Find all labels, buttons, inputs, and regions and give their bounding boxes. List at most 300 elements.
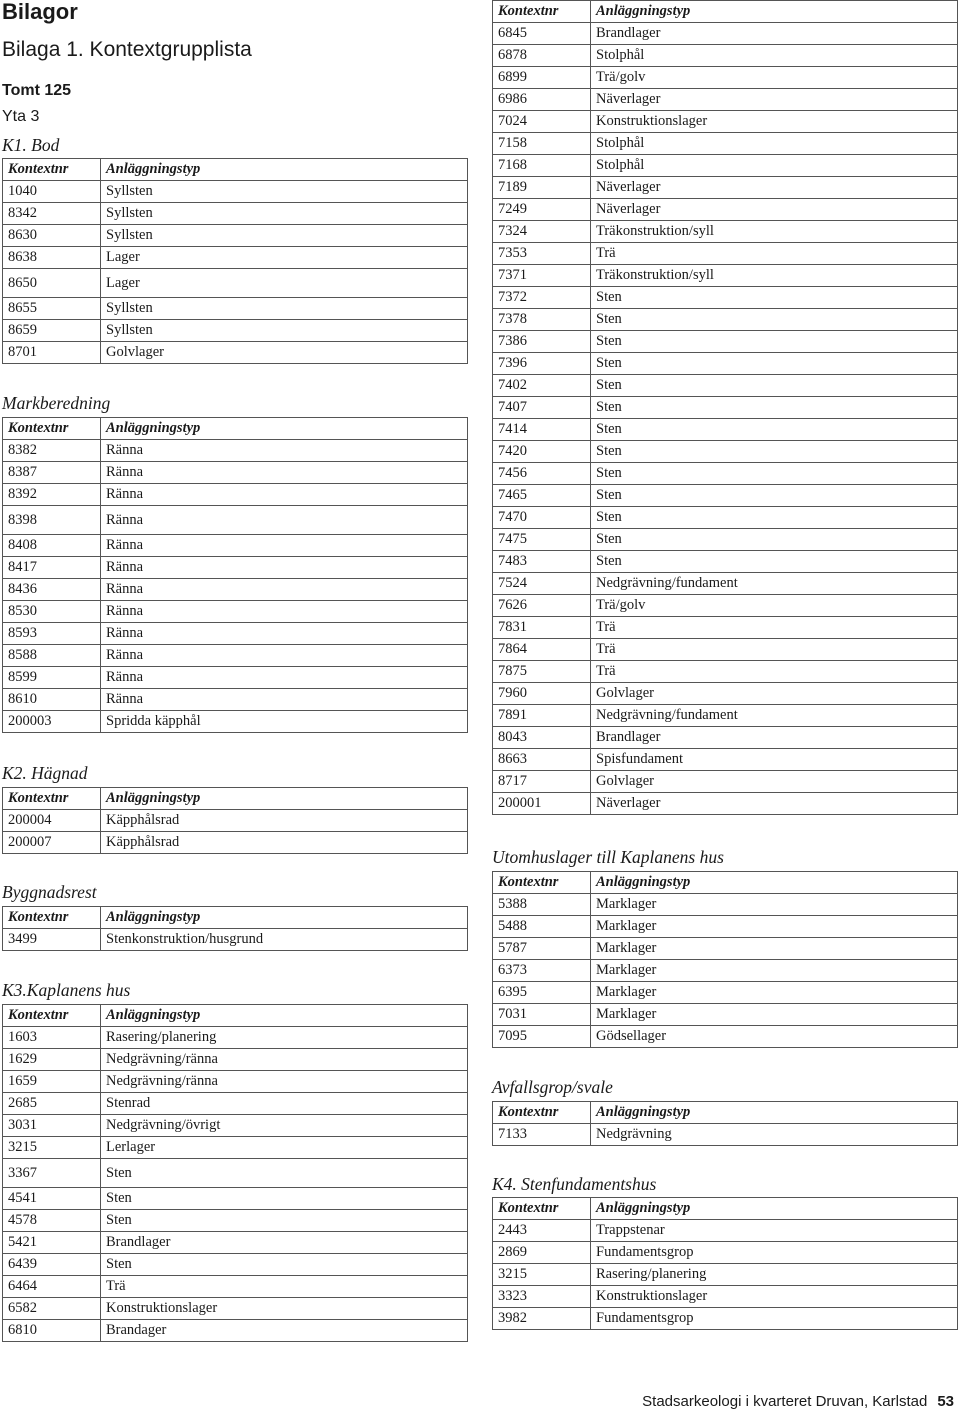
cell-anlaggningstyp: Stolphål <box>591 45 958 67</box>
cell-kontextnr: 8599 <box>3 667 101 689</box>
cell-kontextnr: 7324 <box>493 221 591 243</box>
cell-kontextnr: 8043 <box>493 727 591 749</box>
table-row <box>493 133 958 155</box>
cell-kontextnr: 7249 <box>493 199 591 221</box>
table-row <box>3 1188 468 1210</box>
cell-kontextnr: 200003 <box>3 711 101 733</box>
cell-kontextnr: 6395 <box>493 982 591 1004</box>
cell-kontextnr: 7372 <box>493 287 591 309</box>
table-row <box>493 463 958 485</box>
cell-anlaggningstyp: Marklager <box>591 982 958 1004</box>
table-markberedning <box>2 417 468 733</box>
table-row <box>493 1004 958 1026</box>
table-row <box>493 573 958 595</box>
cell-kontextnr: 6810 <box>3 1320 101 1342</box>
page-number: 53 <box>937 1393 954 1410</box>
cell-anlaggningstyp: Nedgrävning <box>591 1124 958 1146</box>
cell-kontextnr: 7960 <box>493 683 591 705</box>
column-header-kontextnr: Kontextnr <box>493 1198 591 1220</box>
page-footer <box>642 1392 954 1412</box>
table-row <box>3 1254 468 1276</box>
cell-anlaggningstyp: Brandlager <box>591 727 958 749</box>
table-row <box>3 506 468 535</box>
table-row <box>493 727 958 749</box>
cell-kontextnr: 200001 <box>493 793 591 815</box>
cell-anlaggningstyp: Ränna <box>101 667 468 689</box>
cell-kontextnr: 7168 <box>493 155 591 177</box>
cell-kontextnr: 7189 <box>493 177 591 199</box>
cell-kontextnr: 200007 <box>3 832 101 854</box>
column-header-kontextnr: Kontextnr <box>493 872 591 894</box>
cell-anlaggningstyp: Brandager <box>101 1320 468 1342</box>
cell-kontextnr: 4541 <box>3 1188 101 1210</box>
table-row <box>3 645 468 667</box>
column-header-kontextnr: Kontextnr <box>3 159 101 181</box>
table-row <box>493 705 958 727</box>
table-k1 <box>2 158 468 364</box>
column-header-anlaggningstyp: Anläggningstyp <box>591 1 958 23</box>
table-row <box>493 441 958 463</box>
cell-kontextnr: 7133 <box>493 1124 591 1146</box>
cell-anlaggningstyp: Lager <box>101 247 468 269</box>
column-header-anlaggningstyp: Anläggningstyp <box>101 159 468 181</box>
cell-kontextnr: 3031 <box>3 1115 101 1137</box>
cell-kontextnr: 6464 <box>3 1276 101 1298</box>
cell-anlaggningstyp: Näverlager <box>591 793 958 815</box>
cell-anlaggningstyp: Lerlager <box>101 1137 468 1159</box>
cell-anlaggningstyp: Ränna <box>101 623 468 645</box>
cell-anlaggningstyp: Trä <box>591 617 958 639</box>
cell-kontextnr: 7386 <box>493 331 591 353</box>
cell-kontextnr: 7875 <box>493 661 591 683</box>
cell-anlaggningstyp: Trä <box>591 639 958 661</box>
cell-kontextnr: 3323 <box>493 1286 591 1308</box>
cell-anlaggningstyp: Träkonstruktion/syll <box>591 221 958 243</box>
table-row <box>493 793 958 815</box>
cell-anlaggningstyp: Näverlager <box>591 199 958 221</box>
table-row <box>3 203 468 225</box>
cell-kontextnr: 8630 <box>3 225 101 247</box>
cell-kontextnr: 7031 <box>493 1004 591 1026</box>
cell-anlaggningstyp: Sten <box>591 441 958 463</box>
cell-anlaggningstyp: Näverlager <box>591 89 958 111</box>
cell-anlaggningstyp: Marklager <box>591 938 958 960</box>
table-row <box>3 667 468 689</box>
cell-kontextnr: 4578 <box>3 1210 101 1232</box>
cell-anlaggningstyp: Golvlager <box>591 683 958 705</box>
cell-kontextnr: 8392 <box>3 484 101 506</box>
area-heading: Yta 3 <box>2 108 40 125</box>
appendix-title: Bilaga 1. Kontextgrupplista <box>2 38 252 61</box>
table-row <box>493 1308 958 1330</box>
column-header-anlaggningstyp: Anläggningstyp <box>101 418 468 440</box>
cell-anlaggningstyp: Spisfundament <box>591 749 958 771</box>
cell-kontextnr: 7024 <box>493 111 591 133</box>
cell-kontextnr: 2685 <box>3 1093 101 1115</box>
column-header-kontextnr: Kontextnr <box>3 418 101 440</box>
cell-anlaggningstyp: Ränna <box>101 689 468 711</box>
cell-kontextnr: 6845 <box>493 23 591 45</box>
cell-kontextnr: 7831 <box>493 617 591 639</box>
cell-kontextnr: 8588 <box>3 645 101 667</box>
cell-anlaggningstyp: Sten <box>591 463 958 485</box>
cell-anlaggningstyp: Ränna <box>101 557 468 579</box>
cell-kontextnr: 7864 <box>493 639 591 661</box>
table-header-row <box>493 1102 958 1124</box>
section-title-k2: K2. Hägnad <box>2 763 88 783</box>
cell-anlaggningstyp: Sten <box>591 309 958 331</box>
cell-kontextnr: 6986 <box>493 89 591 111</box>
table-row <box>493 1026 958 1048</box>
cell-anlaggningstyp: Sten <box>101 1210 468 1232</box>
table-row <box>3 181 468 203</box>
table-row <box>493 353 958 375</box>
cell-kontextnr: 7414 <box>493 419 591 441</box>
table-row <box>493 551 958 573</box>
table-row <box>3 225 468 247</box>
table-row <box>493 67 958 89</box>
cell-kontextnr: 5388 <box>493 894 591 916</box>
cell-kontextnr: 7371 <box>493 265 591 287</box>
cell-anlaggningstyp: Trä/golv <box>591 595 958 617</box>
cell-kontextnr: 8717 <box>493 771 591 793</box>
table-row <box>3 929 468 951</box>
cell-anlaggningstyp: Marklager <box>591 960 958 982</box>
table-row <box>3 440 468 462</box>
cell-kontextnr: 7475 <box>493 529 591 551</box>
table-k3-continued <box>492 0 958 815</box>
column-header-anlaggningstyp: Anläggningstyp <box>101 907 468 929</box>
table-row <box>493 331 958 353</box>
cell-anlaggningstyp: Trä <box>101 1276 468 1298</box>
cell-kontextnr: 7470 <box>493 507 591 529</box>
cell-kontextnr: 3367 <box>3 1159 101 1188</box>
cell-anlaggningstyp: Stolphål <box>591 155 958 177</box>
table-row <box>493 111 958 133</box>
table-row <box>3 601 468 623</box>
table-row <box>493 749 958 771</box>
cell-kontextnr: 1629 <box>3 1049 101 1071</box>
cell-kontextnr: 7891 <box>493 705 591 727</box>
cell-anlaggningstyp: Sten <box>101 1254 468 1276</box>
cell-kontextnr: 8382 <box>3 440 101 462</box>
table-row <box>3 1115 468 1137</box>
table-utomhuslager <box>492 871 958 1048</box>
table-row <box>3 1049 468 1071</box>
table-row <box>3 1137 468 1159</box>
table-row <box>493 375 958 397</box>
table-row <box>3 462 468 484</box>
cell-kontextnr: 5787 <box>493 938 591 960</box>
cell-anlaggningstyp: Brandlager <box>591 23 958 45</box>
footer-publication: Stadsarkeologi i kvarteret Druvan, Karlstad <box>642 1393 928 1410</box>
table-header-row <box>493 1198 958 1220</box>
cell-anlaggningstyp: Nedgrävning/fundament <box>591 573 958 595</box>
column-header-anlaggningstyp: Anläggningstyp <box>591 1198 958 1220</box>
table-row <box>493 1264 958 1286</box>
cell-anlaggningstyp: Sten <box>591 353 958 375</box>
table-row <box>3 1298 468 1320</box>
table-row <box>493 155 958 177</box>
table-row <box>3 557 468 579</box>
section-title-k4: K4. Stenfundamentshus <box>492 1174 657 1194</box>
table-header-row <box>3 907 468 929</box>
cell-anlaggningstyp: Trä <box>591 661 958 683</box>
column-header-kontextnr: Kontextnr <box>3 788 101 810</box>
table-row <box>493 595 958 617</box>
cell-anlaggningstyp: Sten <box>591 419 958 441</box>
table-row <box>3 484 468 506</box>
cell-anlaggningstyp: Trä/golv <box>591 67 958 89</box>
cell-kontextnr: 7626 <box>493 595 591 617</box>
cell-kontextnr: 7396 <box>493 353 591 375</box>
cell-anlaggningstyp: Stenkonstruktion/husgrund <box>101 929 468 951</box>
cell-kontextnr: 8436 <box>3 579 101 601</box>
column-header-kontextnr: Kontextnr <box>493 1 591 23</box>
cell-kontextnr: 1603 <box>3 1027 101 1049</box>
cell-kontextnr: 7483 <box>493 551 591 573</box>
cell-kontextnr: 8663 <box>493 749 591 771</box>
cell-kontextnr: 6899 <box>493 67 591 89</box>
cell-anlaggningstyp: Ränna <box>101 645 468 667</box>
cell-anlaggningstyp: Syllsten <box>101 225 468 247</box>
table-row <box>493 982 958 1004</box>
cell-anlaggningstyp: Ränna <box>101 601 468 623</box>
cell-kontextnr: 200004 <box>3 810 101 832</box>
table-header-row <box>3 1005 468 1027</box>
table-header-row <box>493 872 958 894</box>
cell-anlaggningstyp: Konstruktionslager <box>591 1286 958 1308</box>
table-row <box>3 320 468 342</box>
cell-kontextnr: 1659 <box>3 1071 101 1093</box>
cell-anlaggningstyp: Brandlager <box>101 1232 468 1254</box>
table-row <box>493 683 958 705</box>
cell-kontextnr: 7465 <box>493 485 591 507</box>
cell-kontextnr: 7524 <box>493 573 591 595</box>
cell-anlaggningstyp: Sten <box>101 1188 468 1210</box>
cell-anlaggningstyp: Ränna <box>101 579 468 601</box>
table-row <box>3 711 468 733</box>
table-row <box>3 269 468 298</box>
cell-anlaggningstyp: Sten <box>591 375 958 397</box>
table-row <box>493 771 958 793</box>
cell-anlaggningstyp: Nedgrävning/ränna <box>101 1071 468 1093</box>
cell-kontextnr: 1040 <box>3 181 101 203</box>
table-k3 <box>2 1004 468 1342</box>
table-row <box>493 1286 958 1308</box>
cell-kontextnr: 8342 <box>3 203 101 225</box>
table-row <box>493 397 958 419</box>
cell-kontextnr: 3215 <box>493 1264 591 1286</box>
cell-anlaggningstyp: Käpphålsrad <box>101 810 468 832</box>
table-row <box>3 342 468 364</box>
table-row <box>3 1071 468 1093</box>
table-row <box>3 1027 468 1049</box>
cell-anlaggningstyp: Nedgrävning/fundament <box>591 705 958 727</box>
table-row <box>493 287 958 309</box>
cell-anlaggningstyp: Sten <box>591 507 958 529</box>
cell-anlaggningstyp: Golvlager <box>591 771 958 793</box>
table-row <box>493 507 958 529</box>
table-avfallsgrop <box>492 1101 958 1146</box>
cell-anlaggningstyp: Marklager <box>591 916 958 938</box>
cell-anlaggningstyp: Träkonstruktion/syll <box>591 265 958 287</box>
cell-kontextnr: 3982 <box>493 1308 591 1330</box>
cell-anlaggningstyp: Spridda käpphål <box>101 711 468 733</box>
cell-anlaggningstyp: Ränna <box>101 484 468 506</box>
cell-anlaggningstyp: Sten <box>591 331 958 353</box>
cell-kontextnr: 8650 <box>3 269 101 298</box>
cell-kontextnr: 7456 <box>493 463 591 485</box>
cell-anlaggningstyp: Konstruktionslager <box>591 111 958 133</box>
section-title-k1: K1. Bod <box>2 135 60 155</box>
cell-kontextnr: 8659 <box>3 320 101 342</box>
column-header-anlaggningstyp: Anläggningstyp <box>591 872 958 894</box>
column-header-kontextnr: Kontextnr <box>3 907 101 929</box>
section-title-byggnadsrest: Byggnadsrest <box>2 882 97 902</box>
cell-kontextnr: 8593 <box>3 623 101 645</box>
section-title-utomhuslager: Utomhuslager till Kaplanens hus <box>492 847 724 867</box>
table-row <box>3 247 468 269</box>
cell-kontextnr: 8638 <box>3 247 101 269</box>
table-row <box>3 1159 468 1188</box>
table-row <box>3 1276 468 1298</box>
cell-kontextnr: 6373 <box>493 960 591 982</box>
cell-anlaggningstyp: Syllsten <box>101 181 468 203</box>
cell-anlaggningstyp: Sten <box>591 529 958 551</box>
cell-kontextnr: 6878 <box>493 45 591 67</box>
cell-anlaggningstyp: Sten <box>591 551 958 573</box>
cell-anlaggningstyp: Ränna <box>101 462 468 484</box>
table-row <box>493 199 958 221</box>
table-row <box>3 832 468 854</box>
table-header-row <box>3 418 468 440</box>
cell-anlaggningstyp: Lager <box>101 269 468 298</box>
table-row <box>493 265 958 287</box>
column-header-anlaggningstyp: Anläggningstyp <box>101 788 468 810</box>
cell-anlaggningstyp: Trä <box>591 243 958 265</box>
cell-kontextnr: 7402 <box>493 375 591 397</box>
table-row <box>493 1220 958 1242</box>
table-row <box>493 485 958 507</box>
table-header-row <box>493 1 958 23</box>
table-row <box>3 689 468 711</box>
cell-anlaggningstyp: Näverlager <box>591 177 958 199</box>
section-title-k3: K3.Kaplanens hus <box>2 980 131 1000</box>
cell-kontextnr: 7353 <box>493 243 591 265</box>
cell-kontextnr: 5488 <box>493 916 591 938</box>
cell-anlaggningstyp: Ränna <box>101 506 468 535</box>
cell-kontextnr: 6439 <box>3 1254 101 1276</box>
table-byggnadsrest <box>2 906 468 951</box>
column-header-anlaggningstyp: Anläggningstyp <box>591 1102 958 1124</box>
table-row <box>493 309 958 331</box>
cell-anlaggningstyp: Sten <box>591 485 958 507</box>
table-row <box>493 529 958 551</box>
table-row <box>493 221 958 243</box>
cell-kontextnr: 8417 <box>3 557 101 579</box>
cell-anlaggningstyp: Rasering/planering <box>101 1027 468 1049</box>
cell-anlaggningstyp: Nedgrävning/ränna <box>101 1049 468 1071</box>
cell-kontextnr: 6582 <box>3 1298 101 1320</box>
cell-anlaggningstyp: Marklager <box>591 1004 958 1026</box>
table-row <box>493 23 958 45</box>
cell-anlaggningstyp: Nedgrävning/övrigt <box>101 1115 468 1137</box>
cell-anlaggningstyp: Käpphålsrad <box>101 832 468 854</box>
plot-heading: Tomt 125 <box>2 82 72 99</box>
table-row <box>3 1210 468 1232</box>
table-row <box>3 298 468 320</box>
table-row <box>493 1124 958 1146</box>
cell-kontextnr: 8701 <box>3 342 101 364</box>
section-title-markberedning: Markberedning <box>2 393 111 413</box>
cell-kontextnr: 7407 <box>493 397 591 419</box>
column-header-kontextnr: Kontextnr <box>493 1102 591 1124</box>
table-row <box>493 938 958 960</box>
cell-anlaggningstyp: Fundamentsgrop <box>591 1308 958 1330</box>
table-row <box>3 1232 468 1254</box>
cell-anlaggningstyp: Ränna <box>101 535 468 557</box>
table-row <box>3 623 468 645</box>
table-row <box>3 535 468 557</box>
cell-kontextnr: 8655 <box>3 298 101 320</box>
table-row <box>3 1093 468 1115</box>
cell-anlaggningstyp: Gödsellager <box>591 1026 958 1048</box>
cell-kontextnr: 8610 <box>3 689 101 711</box>
page-title: Bilagor <box>2 0 78 24</box>
cell-anlaggningstyp: Sten <box>101 1159 468 1188</box>
table-row <box>3 579 468 601</box>
table-header-row <box>3 159 468 181</box>
cell-kontextnr: 7095 <box>493 1026 591 1048</box>
table-row <box>493 894 958 916</box>
table-row <box>493 89 958 111</box>
cell-kontextnr: 8530 <box>3 601 101 623</box>
cell-anlaggningstyp: Sten <box>591 397 958 419</box>
cell-anlaggningstyp: Konstruktionslager <box>101 1298 468 1320</box>
table-row <box>493 243 958 265</box>
cell-kontextnr: 3215 <box>3 1137 101 1159</box>
table-row <box>493 960 958 982</box>
cell-anlaggningstyp: Sten <box>591 287 958 309</box>
cell-kontextnr: 3499 <box>3 929 101 951</box>
table-k2 <box>2 787 468 854</box>
cell-anlaggningstyp: Syllsten <box>101 203 468 225</box>
cell-anlaggningstyp: Fundamentsgrop <box>591 1242 958 1264</box>
table-row <box>3 1320 468 1342</box>
table-row <box>3 810 468 832</box>
cell-anlaggningstyp: Golvlager <box>101 342 468 364</box>
cell-anlaggningstyp: Rasering/planering <box>591 1264 958 1286</box>
cell-anlaggningstyp: Ränna <box>101 440 468 462</box>
table-k4 <box>492 1197 958 1330</box>
column-header-anlaggningstyp: Anläggningstyp <box>101 1005 468 1027</box>
table-row <box>493 1242 958 1264</box>
table-row <box>493 419 958 441</box>
cell-kontextnr: 7158 <box>493 133 591 155</box>
cell-anlaggningstyp: Syllsten <box>101 320 468 342</box>
column-header-kontextnr: Kontextnr <box>3 1005 101 1027</box>
cell-kontextnr: 2443 <box>493 1220 591 1242</box>
table-header-row <box>3 788 468 810</box>
table-row <box>493 661 958 683</box>
cell-kontextnr: 8398 <box>3 506 101 535</box>
cell-kontextnr: 8387 <box>3 462 101 484</box>
table-row <box>493 617 958 639</box>
table-row <box>493 916 958 938</box>
table-row <box>493 45 958 67</box>
cell-anlaggningstyp: Stolphål <box>591 133 958 155</box>
